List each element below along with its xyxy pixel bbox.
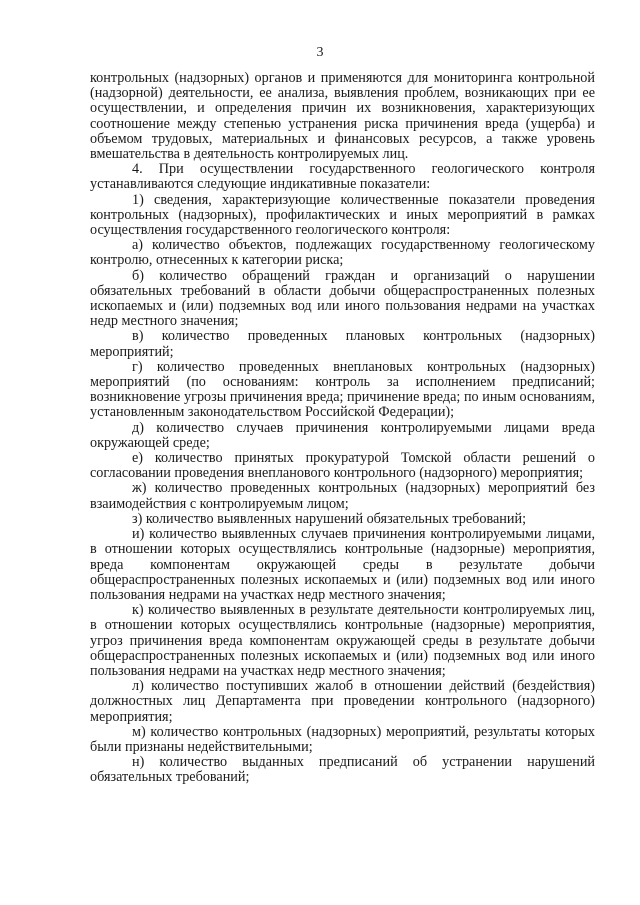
paragraph: 4. При осуществлении государственного геологического контроля устанавливаются следующие индикативные показатели: xyxy=(90,161,595,193)
document-body xyxy=(90,71,595,786)
paragraph: з) количество выявленных нарушений обязательных требований; xyxy=(132,510,527,527)
paragraph: к) количество выявленных в результате деятельности контролируемых лиц, в отношении которых осуществлялись контрольные (надзорные) мероприятия, угроз причинения вреда компонентам окружающей среды в результате добычи общераспространенных полезных ископаемых и (или) подземных вод или иного пользования недрами на участках недр местного значения; xyxy=(90,602,595,679)
paragraph: е) количество принятых прокуратурой Томской области решений о согласовании проведения внепланового контрольного (надзорного) мероприятия; xyxy=(90,450,595,482)
paragraph: м) количество контрольных (надзорных) мероприятий, результаты которых были признаны недействительными; xyxy=(90,723,595,755)
paragraph: б) количество обращений граждан и организаций о нарушении обязательных требований в области добычи общераспространенных полезных ископаемых и (или) подземных вод или иного пользования недрами на участках недр местного значения; xyxy=(90,267,595,330)
paragraph: 1) сведения, характеризующие количественные показатели проведения контрольных (надзорных), профилактических и иных мероприятий в рамках осуществления государственного геологического контроля: xyxy=(90,191,595,239)
paragraph: д) количество случаев причинения контролируемыми лицами вреда окружающей среде; xyxy=(90,419,595,451)
paragraph: ж) количество проведенных контрольных (надзорных) мероприятий без взаимодействия с контролируемым лицом; xyxy=(90,480,595,512)
paragraph: н) количество выданных предписаний об устранении нарушений обязательных требований; xyxy=(90,754,595,786)
page-number: 3 xyxy=(316,45,324,60)
paragraph: л) количество поступивших жалоб в отношении действий (бездействия) должностных лиц Департамента при проведении контрольного (надзорного) мероприятия; xyxy=(90,678,595,725)
paragraph: контрольных (надзорных) органов и применяются для мониторинга контрольной (надзорной) деятельности, ее анализа, выявления проблем, возникающих при ее осуществлении, и определения причин их возникновения, характеризующих соотношение между степенью устранения риска причинения вреда (ущерба) и объемом трудовых, материальных и финансовых ресурсов, а также уровень вмешательства в деятельность контролируемых лиц. xyxy=(90,70,595,163)
paragraph: г) количество проведенных внеплановых контрольных (надзорных) мероприятий (по основаниям: контроль за исполнением предписаний; возникновение угрозы причинения вреда; причинение вреда; по иным основаниям, установленным законодательством Российской Федерации); xyxy=(90,358,595,421)
paragraph: и) количество выявленных случаев причинения контролируемыми лицами, в отношении которых осуществлялись контрольные (надзорные) мероприятия, вреда компонентам окружающей среды в результате добычи общераспространенных полезных ископаемых и (или) подземных вод или иного пользования недрами на участках недр местного значения; xyxy=(90,526,595,603)
paragraph: в) количество проведенных плановых контрольных (надзорных) мероприятий; xyxy=(90,328,595,360)
paragraph: а) количество объектов, подлежащих государственному геологическому контролю, отнесенных к категории риска; xyxy=(90,237,595,269)
